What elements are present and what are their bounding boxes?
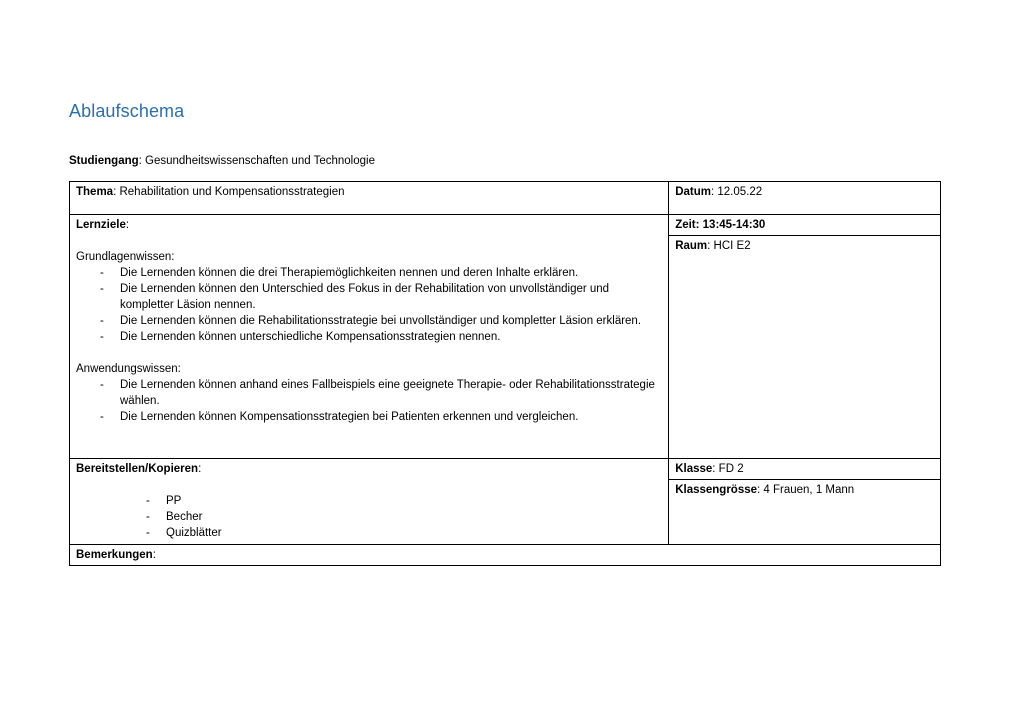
anwendung-list [76, 377, 662, 425]
lernziele-cell [70, 215, 669, 459]
anwendung-heading: Anwendungswissen: [76, 363, 181, 375]
datum-cell [669, 182, 941, 215]
thema-value: : Rehabilitation und Kompensationsstrategien [113, 186, 345, 198]
raum-cell [669, 236, 941, 459]
bemerkungen-suffix: : [152, 549, 156, 561]
studiengang-value: : Gesundheitswissenschaften und Technologie [138, 155, 375, 167]
raum-value: : HCI E2 [707, 240, 751, 252]
zeit-value: : 13:45-14:30 [695, 219, 766, 231]
list-item: - PP [166, 493, 662, 509]
raum-label: Raum [675, 240, 708, 252]
studiengang-line [69, 155, 375, 167]
klasse-cell [669, 459, 941, 480]
zeit-cell [669, 215, 941, 236]
list-item: - Die Lernenden können anhand eines Fallbeispiels eine geeignete Therapie- oder Rehabilitationsstrategie wählen. [120, 377, 662, 409]
list-item: - Quizblätter [166, 525, 662, 541]
bereitstellen-list [76, 493, 662, 541]
row-lernziele [70, 215, 941, 236]
grundlagen-heading: Grundlagenwissen: [76, 251, 175, 263]
klasse-label: Klasse [675, 463, 713, 475]
thema-label: Thema [76, 186, 114, 198]
studiengang-label: Studiengang [69, 155, 139, 167]
list-item: - Die Lernenden können den Unterschied des Fokus in der Rehabilitation von unvollständiger und kompletter Läsion nennen. [120, 281, 662, 313]
list-item: - Die Lernenden können die Rehabilitationsstrategie bei unvollständiger und kompletter Läsion erklären. [120, 313, 662, 329]
datum-label: Datum [675, 186, 711, 198]
zeit-label: Zeit [675, 219, 696, 231]
bereitstellen-suffix: : [198, 463, 202, 475]
list-item: - Becher [166, 509, 662, 525]
klassengroesse-cell [669, 480, 941, 545]
thema-cell [70, 182, 669, 215]
row-bereitstellen [70, 459, 941, 480]
list-item: - Die Lernenden können die drei Therapiemöglichkeiten nennen und deren Inhalte erklären. [120, 265, 662, 281]
row-thema [70, 182, 941, 215]
klasse-value: : FD 2 [712, 463, 744, 475]
bemerkungen-label: Bemerkungen [76, 549, 153, 561]
page-title: Ablaufschema [69, 101, 185, 121]
bemerkungen-cell [70, 545, 941, 566]
grundlagen-list [76, 265, 662, 345]
klassengroesse-label: Klassengrösse [675, 484, 758, 496]
schedule-table [69, 181, 941, 566]
list-item: - Die Lernenden können unterschiedliche Kompensationsstrategien nennen. [120, 329, 662, 345]
klassengroesse-value: : 4 Frauen, 1 Mann [757, 484, 855, 496]
list-item: - Die Lernenden können Kompensationsstrategien bei Patienten erkennen und vergleichen. [120, 409, 662, 425]
lernziele-suffix: : [125, 219, 130, 231]
bereitstellen-label: Bereitstellen/Kopieren [76, 463, 199, 475]
datum-value: : 12.05.22 [710, 186, 763, 198]
row-bemerkungen [70, 545, 941, 566]
bereitstellen-cell [70, 459, 669, 545]
lernziele-label: Lernziele [76, 219, 126, 231]
